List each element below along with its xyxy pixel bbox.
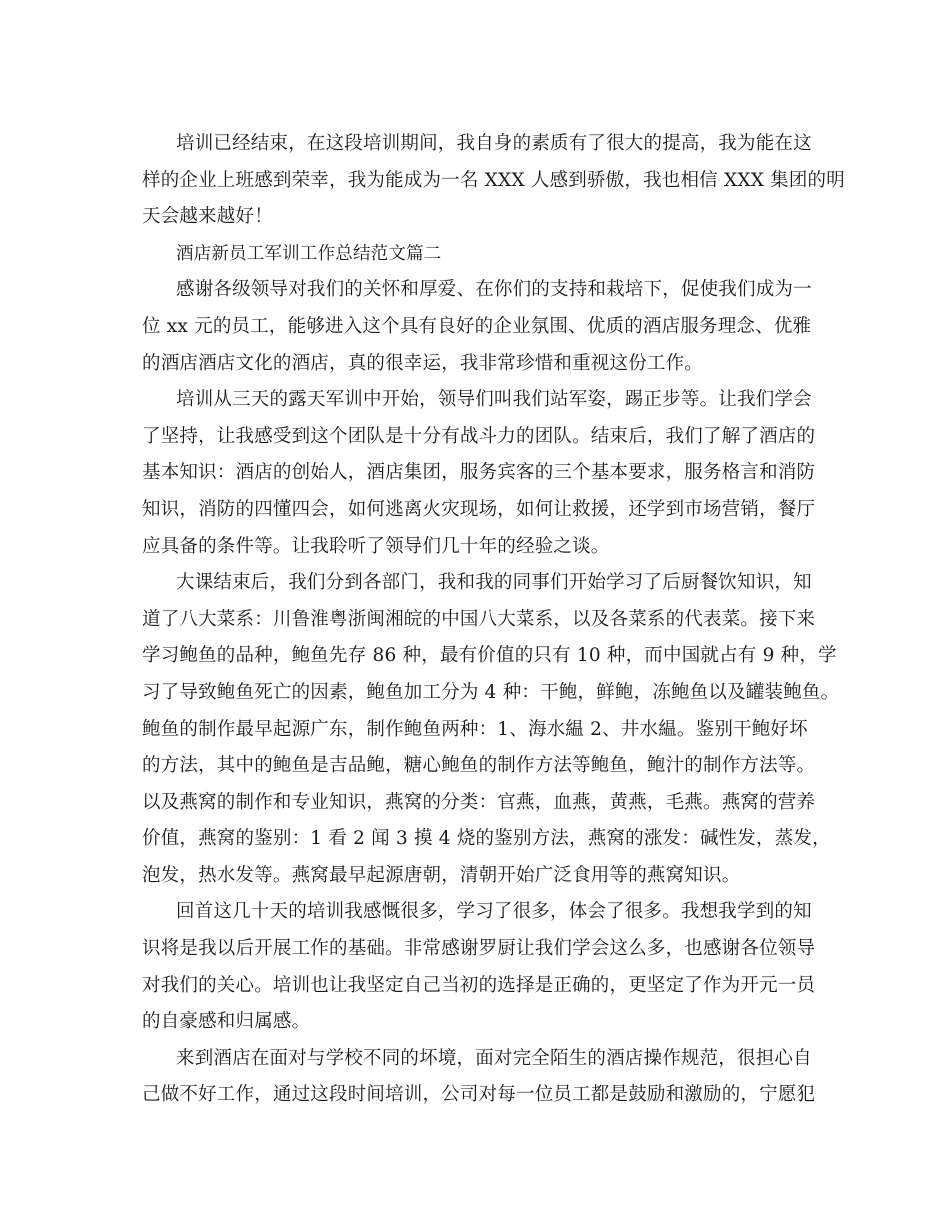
paragraph-2-line-1: 感谢各级领导对我们的关怀和厚爱、在你们的支持和栽培下，促使我们成为一 <box>176 279 812 301</box>
paragraph-2-line-3: 的酒店酒店文化的酒店，真的很幸运，我非常珍惜和重视这份工作。 <box>142 352 704 374</box>
paragraph-4-line-2: 道了八大菜系：川鲁淮粤浙闽湘皖的中国八大菜系，以及各菜系的代表菜。接下来 <box>142 608 816 630</box>
paragraph-5-line-2: 识将是我以后开展工作的基础。非常感谢罗厨让我们学会这么多，也感谢各位领导 <box>142 938 816 960</box>
paragraph-1-line-2: 样的企业上班感到荣幸，我为能成为一名 XXX 人感到骄傲，我也相信 XXX 集团的明 <box>142 169 845 191</box>
paragraph-6-line-1: 来到酒店在面对与学校不同的坏境，面对完全陌生的酒店操作规范，很担心自 <box>176 1047 812 1069</box>
paragraph-4-line-8: 价值，燕窝的鉴别：1 看 2 闻 3 摸 4 烧的鉴别方法，燕窝的涨发：碱性发，蒸发， <box>142 828 831 850</box>
paragraph-4-line-1: 大课结束后，我们分到各部门，我和我的同事们开始学习了后厨餐饮知识，知 <box>176 572 812 594</box>
paragraph-4-line-6: 的方法，其中的鲍鱼是吉品鲍，糖心鲍鱼的制作方法等鲍鱼，鲍汁的制作方法等。 <box>142 755 816 777</box>
paragraph-3-line-3: 基本知识：酒店的创始人，酒店集团，服务宾客的三个基本要求，服务格言和消防 <box>142 462 816 484</box>
paragraph-5-line-1: 回首这几十天的培训我感慨很多，学习了很多，体会了很多。我想我学到的知 <box>176 901 812 923</box>
paragraph-4-line-4: 习了导致鲍鱼死亡的因素，鲍鱼加工分为 4 种：干鲍，鲜鲍，冻鲍鱼以及罐装鲍鱼。 <box>142 681 840 703</box>
paragraph-3-line-4: 知识，消防的四懂四会，如何逃离火灾现场，如何让救援，还学到市场营销，餐厅 <box>142 498 816 520</box>
paragraph-4-line-5: 鲍鱼的制作最早起源广东，制作鲍鱼两种：1、海水緼 2、井水緼。鉴别干鲍好坏 <box>142 718 808 740</box>
paragraph-5-line-4: 的自豪感和归属感。 <box>142 1011 311 1033</box>
paragraph-1-line-1: 培训已经结束，在这段培训期间，我自身的素质有了很大的提高，我为能在这 <box>176 133 812 154</box>
paragraph-4-line-3: 学习鲍鱼的品种，鲍鱼先存 86 种，最有价值的只有 10 种，而中国就占有 9 种，学 <box>142 645 837 667</box>
paragraph-4-line-7: 以及燕窝的制作和专业知识，燕窝的分类：官燕，血燕，黄燕，毛燕。燕窝的营养 <box>142 791 816 813</box>
paragraph-5-line-3: 对我们的关心。培训也让我坚定自己当初的选择是正确的，更坚定了作为开元一员 <box>142 974 816 996</box>
paragraph-3-line-5: 应具备的条件等。让我聆听了领导们几十年的经验之谈。 <box>142 535 610 557</box>
paragraph-1-line-3: 天会越来越好！ <box>142 206 273 228</box>
paragraph-2-line-2: 位 xx 元的员工，能够进入这个具有良好的企业氛围、优质的酒店服务理念、优雅 <box>142 315 812 337</box>
paragraph-3-line-1: 培训从三天的露天军训中开始，领导们叫我们站军姿，踢正步等。让我们学会 <box>176 389 812 411</box>
document-body <box>142 126 845 1114</box>
paragraph-6-line-2: 己做不好工作，通过这段时间培训，公司对每一位员工都是鼓励和激励的，宁愿犯 <box>142 1084 816 1106</box>
paragraph-3-line-2: 了坚持，让我感受到这个团队是十分有战斗力的团队。结束后，我们了解了酒店的 <box>142 425 816 447</box>
paragraph-4-line-9: 泡发，热水发等。燕窝最早起源唐朝，清朝开始广泛食用等的燕窝知识。 <box>142 864 741 886</box>
section-heading: 酒店新员工军训工作总结范文篇二 <box>176 243 442 264</box>
